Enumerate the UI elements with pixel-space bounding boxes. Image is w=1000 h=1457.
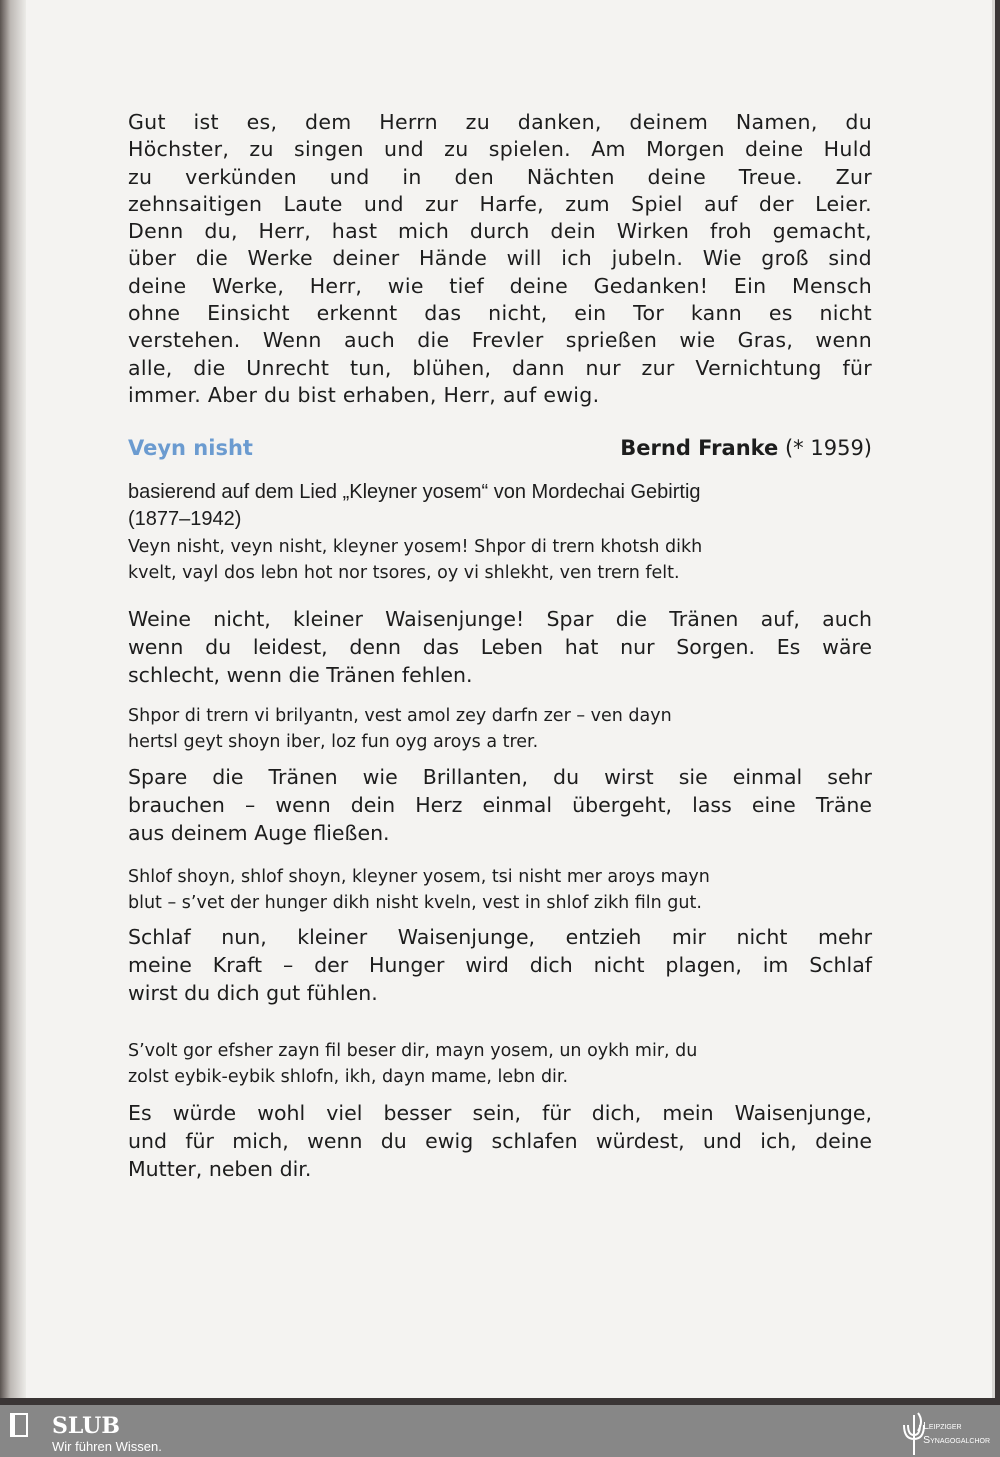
verse-line: Shpor di trern vi brilyantn, vest amol zey darfn zer – ven dayn [128, 706, 672, 726]
slub-logo[interactable]: SLUB [52, 1413, 120, 1439]
paragraph-line: alle, die Unrecht tun, blühen, dann nur zur Vernichtung für [128, 355, 872, 380]
paragraph-line: Gut ist es, dem Herrn zu danken, deinem Namen, du [128, 110, 872, 134]
verse-line: Weine nicht, kleiner Waisenjunge! Spar die Tränen auf, auch [128, 607, 872, 631]
slub-book-icon [10, 1413, 28, 1437]
piece-title: Veyn nisht [128, 436, 253, 460]
verse-line: Mutter, neben dir. [128, 1157, 312, 1181]
german-verse-2 [128, 763, 872, 847]
piece-subtitle [128, 479, 872, 533]
yiddish-verse-1 [128, 534, 872, 586]
paragraph-line: über die Werke deiner Hände will ich jubeln. Wie groß sind [128, 246, 872, 271]
paragraph-line: ohne Einsicht erkennt das nicht, ein Tor kann es nicht [128, 301, 872, 326]
subtitle-line: basierend auf dem Lied „Kleyner yosem“ von Mordechai Gebirtig [128, 481, 701, 503]
verse-line: wirst du dich gut fühlen. [128, 981, 378, 1005]
german-verse-3 [128, 923, 872, 1007]
composer [620, 436, 872, 460]
composer-name: Bernd Franke [620, 436, 779, 460]
paragraph-line: immer. Aber du bist erhaben, Herr, auf ewig. [128, 382, 600, 407]
verse-line: hertsl geyt shoyn iber, loz fun oyg aroys a trer. [128, 732, 539, 752]
verse-line: brauchen – wenn dein Herz einmal übergeht, lass eine Träne [128, 793, 872, 817]
verse-line: aus deinem Auge fließen. [128, 821, 390, 845]
german-verse-4 [128, 1099, 872, 1183]
page-binding-shadow [0, 0, 26, 1398]
verse-line: Schlaf nun, kleiner Waisenjunge, entzieh mir nicht mehr [128, 925, 872, 949]
piece-heading [128, 436, 872, 466]
verse-line: Shlof shoyn, shlof shoyn, kleyner yosem, tsi nisht mer aroys mayn [128, 867, 710, 887]
paragraph-line: Höchster, zu singen und zu spielen. Am Morgen deine Huld [128, 137, 872, 162]
verse-line: Spare die Tränen wie Brillanten, du wirst sie einmal sehr [128, 765, 872, 789]
verse-line: S’volt gor efsher zayn fil beser dir, mayn yosem, un oykh mir, du [128, 1041, 698, 1061]
verse-line: blut – s’vet der hunger dikh nisht kveln, vest in shlof zikh filn gut. [128, 893, 702, 913]
verse-line: Veyn nisht, veyn nisht, kleyner yosem! Shpor di trern khotsh dikh [128, 537, 703, 557]
verse-line: wenn du leidest, denn das Leben hat nur Sorgen. Es wäre [128, 635, 872, 659]
paragraph-line: verstehen. Wenn auch die Frevler sprießen wie Gras, wenn [128, 328, 872, 353]
yiddish-verse-4 [128, 1038, 872, 1090]
viewer-footer [0, 1405, 1000, 1457]
slub-slogan: Wir führen Wissen. [52, 1439, 162, 1454]
psalm-paragraph [128, 109, 872, 409]
subtitle-line: (1877–1942) [128, 508, 242, 530]
paragraph-line: zu verkünden und in den Nächten deine Treue. Zur [128, 164, 872, 189]
composer-dates: (* 1959) [778, 436, 872, 460]
yiddish-verse-3 [128, 864, 872, 916]
partner-line: Synagogalchor [923, 1434, 990, 1446]
verse-line: kvelt, vayl dos lebn hot nor tsores, oy vi shlekht, ven trern felt. [128, 563, 680, 583]
german-verse-1 [128, 605, 872, 689]
paragraph-line: deine Werke, Herr, wie tief deine Gedanken! Ein Mensch [128, 273, 872, 298]
verse-line: meine Kraft – der Hunger wird dich nicht plagen, im Schlaf [128, 953, 872, 977]
partner-logo-text [923, 1419, 990, 1447]
partner-line: Leipziger [923, 1420, 962, 1432]
verse-line: schlecht, wenn die Tränen fehlen. [128, 663, 473, 687]
paragraph-line: zehnsaitigen Laute und zur Harfe, zum Spiel auf der Leier. [128, 191, 872, 216]
verse-line: zolst eybik-eybik shlofn, ikh, dayn mame, lebn dir. [128, 1067, 569, 1087]
paragraph-line: Denn du, Herr, hast mich durch dein Wirken froh gemacht, [128, 219, 872, 244]
verse-line: und für mich, wenn du ewig schlafen würdest, und ich, deine [128, 1129, 872, 1153]
yiddish-verse-2 [128, 703, 872, 755]
verse-line: Es würde wohl viel besser sein, für dich, mein Waisenjunge, [128, 1101, 872, 1125]
